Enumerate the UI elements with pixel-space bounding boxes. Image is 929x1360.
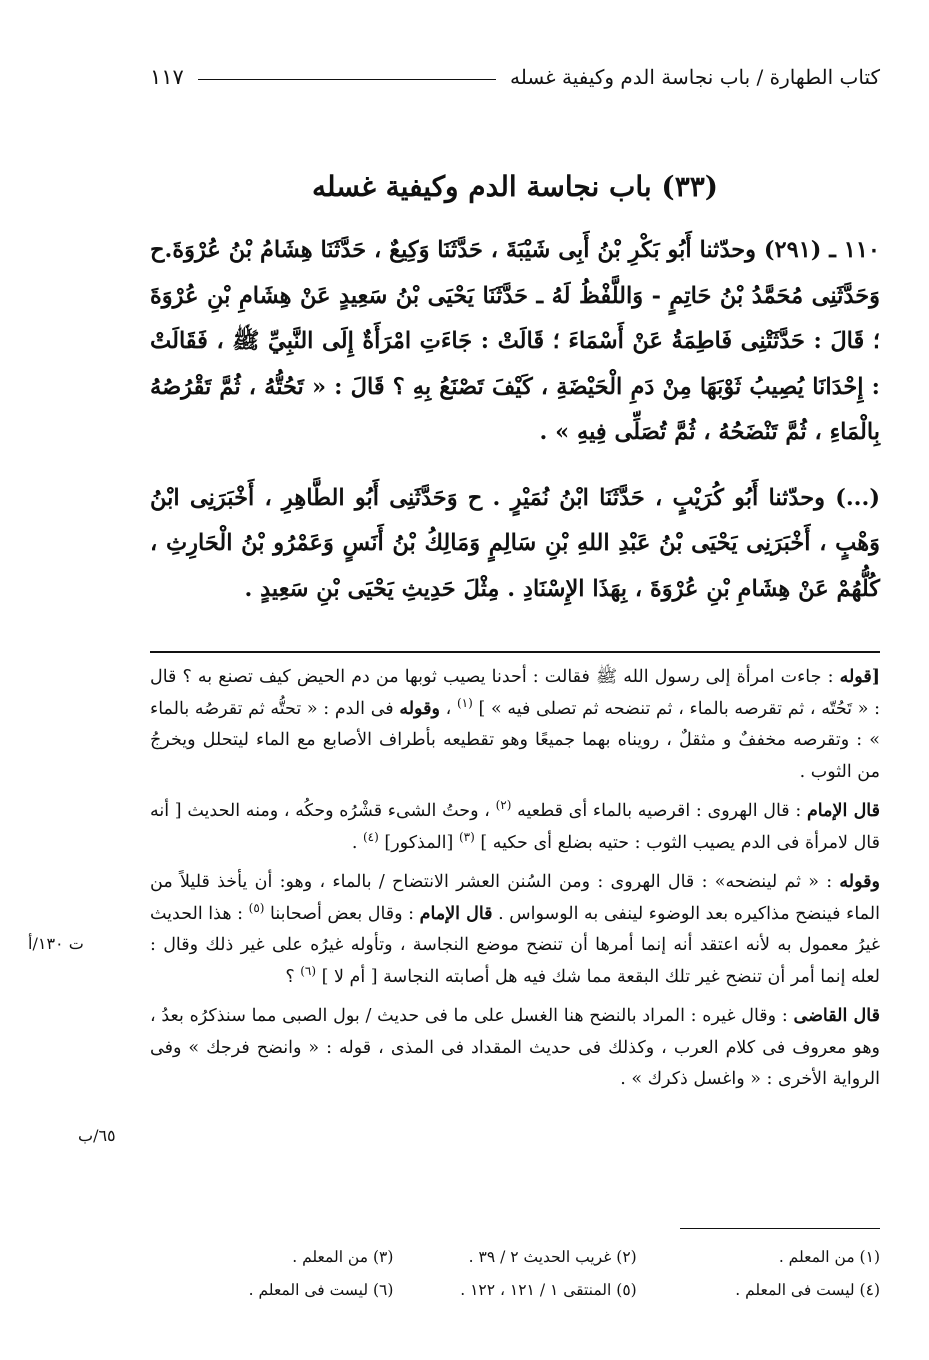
hadith-text — [150, 228, 880, 612]
footnote: (١) من المعلم . — [778, 1247, 880, 1266]
manuscript-margin-note: ت ١٣٠/أ — [28, 934, 84, 953]
commentary-text: : هذا الحديث غيرُ معمول به لأنه اعتقد أنه إنما أمرها أن تنضح موضع النجاسة ، وتأوله غيرُه على غير ذلك وقال : لعله إنما أمر أن تنضح غير تلك البقعة مما شك فيه هل أصابته النجاسة [ أم لا ] — [150, 903, 880, 987]
commentary-paragraph — [150, 1001, 880, 1096]
footnote: (٦) ليست فى المعلم . — [248, 1280, 394, 1299]
commentary-paragraph — [150, 796, 880, 859]
hadith-paragraph: ١١٠ ـ (٢٩١) وحدّثنا أَبُو بَكْرِ بْنُ أَبِى شَيْبَةَ ، حَدَّثَنَا وَكِيعٌ ، حَدَّثَنَا هِشَامُ بْنُ عُرْوَةَ.ح وَحَدَّثَنِى مُحَمَّدُ بْنُ حَاتِمٍ - وَاللَّفْظُ لَهُ ـ حَدَّثَنَا يَحْيَى بْنُ سَعِيدٍ عَنْ هِشَامِ بْنِ عُرْوَةَ ؛ قَالَ : حَدَّثَتْنِى فَاطِمَةُ عَنْ أَسْمَاءَ ؛ قَالَتْ : جَاءَتِ امْرَأَةٌ إِلَى النَّبِيِّ ﷺ ، فَقَالَتْ : إِحْدَانَا يُصِيبُ ثَوْبَهَا مِنْ دَمِ الْحَيْضَةِ ، كَيْفَ تَصْنَعُ بِهِ ؟ قَالَ : « تَحُتُّهُ ، ثُمَّ تَقْرُصُهُ بِالْمَاءِ ، ثُمَّ تَنْضَحُهُ ، ثُمَّ تُصَلِّى فِيهِ » . — [150, 237, 881, 445]
commentary-text: فى الدم : « تحتُّه ثم تقرصُه بالماء » : وتقرصه مخففٌ و مثقلٌ ، رويناه بهما جميعًا وهو تقطيعه بأطراف الأصابع مع الماء ليتحلل ويخرجُ من الثوب . — [150, 698, 880, 782]
commentary-keyword: قال الإمام — [806, 801, 880, 821]
running-header-title: كتاب الطهارة / باب نجاسة الدم وكيفية غسله — [509, 65, 880, 89]
commentary-paragraph — [150, 867, 880, 993]
commentary-keyword: [قوله — [839, 667, 880, 687]
commentary-text: : وقال غيره : المراد بالنضح هنا الغسل على ما فى حديث / بول الصبى مما سنذكرُه بعدُ ، وهو معروف فى كلام العرب ، وكذلك فى حديث المقداد فى المذى ، قوله : « وانضح فرجك » وفى الرواية الأخرى : « واغسل ذكرك » . — [150, 1006, 880, 1089]
footnote-ref: (٥) — [248, 900, 265, 915]
commentary — [150, 662, 880, 1096]
header-rule — [198, 79, 496, 80]
footnote-ref: (٣) — [458, 829, 475, 844]
footnote-ref: (٦) — [300, 963, 317, 978]
commentary-text: ، وحتُ الشىء قشْرُه وحكُه ، ومنه الحديث [ أنه قال لامرأة فى الدم يصيب الثوب : حتيه بضلع أى حكيه ] — [150, 801, 880, 853]
commentary-text: : وقال بعض أصحابنا — [270, 903, 415, 924]
chapter-heading: (٣٣) باب نجاسة الدم وكيفية غسله — [311, 170, 719, 203]
commentary-paragraph — [150, 662, 880, 788]
running-header — [150, 62, 880, 92]
hadith-paragraph: (...) وحدّثنا أَبُو كُرَيْبٍ ، حَدَّثَنَا ابْنُ نُمَيْرٍ . ح وَحَدَّثَنِى أَبُو الطَّاهِرِ ، أَخْبَرَنِى ابْنُ وَهْبٍ ، أَخْبَرَنِى يَحْيَى بْنُ عَبْدِ اللهِ بْنِ سَالِمٍ وَمَالِكُ بْنُ أَنَسٍ وَعَمْرُو بْنُ الْحَارِثِ ، كُلُّهُمْ عَنْ هِشَامِ بْنِ عُرْوَةَ ، بِهَذَا الإِسْنَادِ . مِثْلَ حَدِيثِ يَحْيَى بْنِ سَعِيدٍ . — [150, 484, 880, 602]
footnote-row — [150, 1240, 880, 1273]
footnote-ref: (١) — [456, 695, 473, 710]
page-number: ١١٧ — [150, 65, 184, 89]
manuscript-margin-note: ٦٥/ب — [78, 1126, 116, 1145]
footnote-ref: (٢) — [495, 798, 512, 813]
commentary-text: [المذكور] — [384, 832, 454, 853]
commentary-text: : قال الهروى : اقرصيه بالماء أى قطعيه — [517, 801, 802, 821]
commentary-keyword: وقوله — [839, 872, 880, 892]
footnote: (٢) غريب الحديث ٢ / ٣٩ . — [468, 1247, 637, 1266]
commentary-keyword: وقوله — [399, 698, 440, 719]
commentary-text: ، — [445, 698, 452, 719]
footnote: (٣) من المعلم . — [292, 1247, 394, 1266]
commentary-text: : « ثم لينضحه» : قال الهروى : ومن السُنن العشر الانتضاح / بالماء ، وهو: أن يأخذ قليلاً من الماء فينضح مذاكيره بعد الوضوء لينفى به الوسواس . — [150, 872, 880, 924]
footnote-rule — [680, 1228, 880, 1229]
commentary-keyword: قال القاضى — [793, 1006, 880, 1026]
text-divider — [150, 651, 880, 653]
footnote: (٥) المنتقى ١ / ١٢١ ، ١٢٢ . — [460, 1280, 637, 1299]
commentary-keyword: قال الإمام — [419, 903, 493, 924]
commentary-text: : جاءت امرأة إلى رسول الله ﷺ فقالت : أحدنا يصيب ثوبها من دم الحيض كيف تصنع به ؟ قال : « تَحُتّه ، ثم تقرصه بالماء ، ثم تنضحه ثم تصلى فيه » ] — [150, 667, 880, 719]
footnotes — [150, 1240, 880, 1306]
footnote-row — [150, 1273, 880, 1306]
commentary-text: . — [351, 832, 358, 853]
footnote-ref: (٤) — [362, 829, 379, 844]
commentary-text: ؟ — [285, 966, 295, 987]
footnote: (٤) ليست فى المعلم . — [735, 1280, 880, 1299]
